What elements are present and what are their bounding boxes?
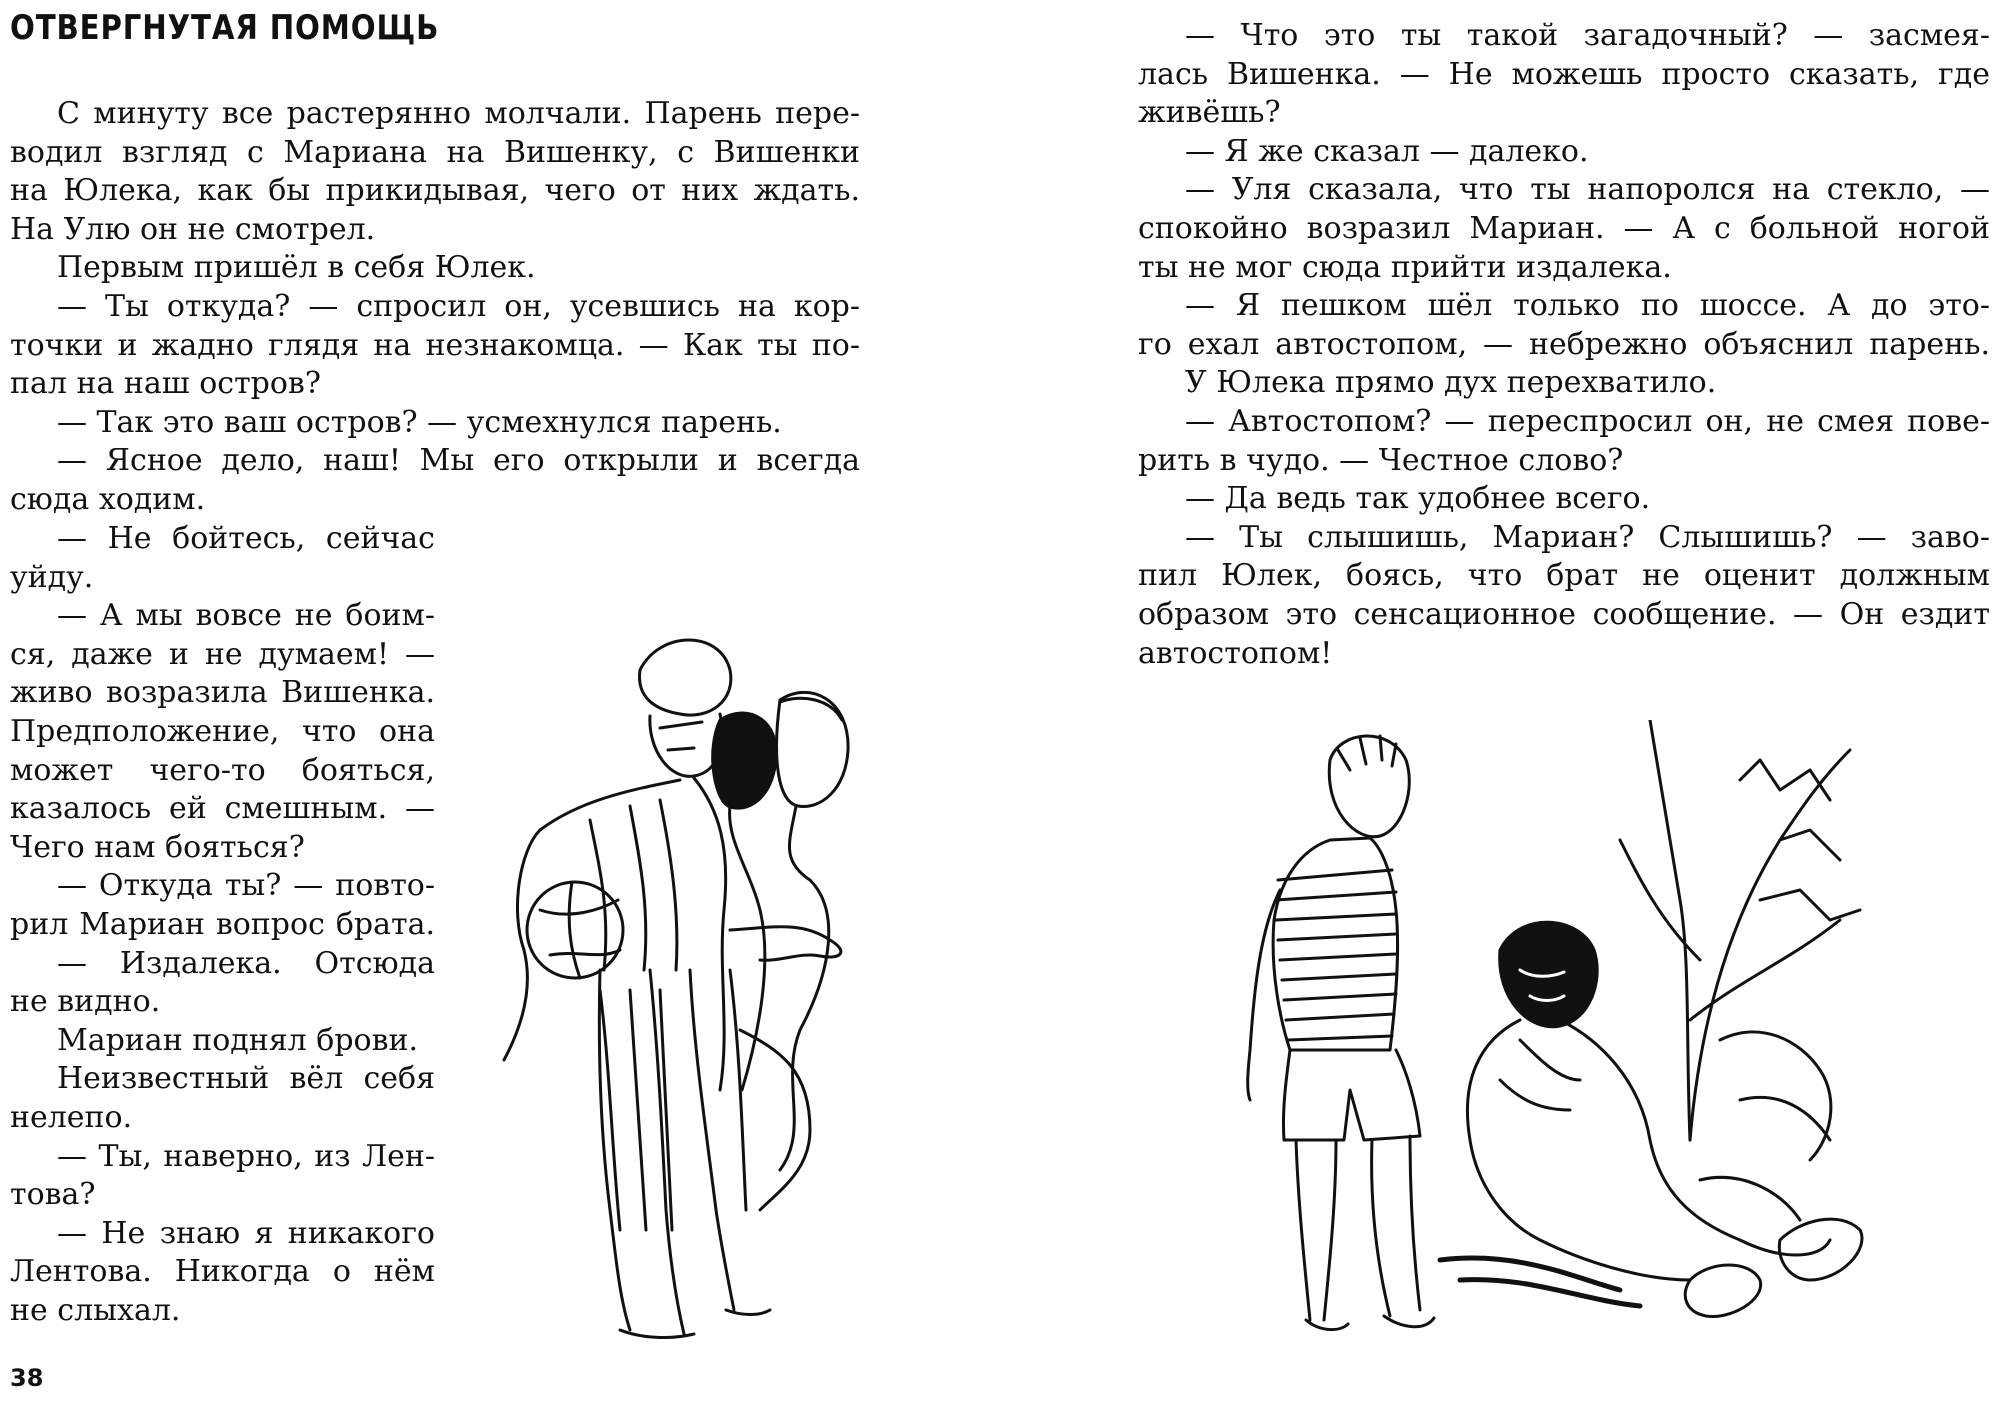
text-line: — Я пешком шёл только по шоссе. А до это- <box>1185 288 1990 324</box>
illustration-three-children <box>480 610 880 1350</box>
text-line: — Я же сказал — далеко. <box>1185 133 1589 169</box>
left-page-text-top <box>10 95 860 520</box>
text-line: не слыхал. <box>10 1292 181 1328</box>
text-line: — Да ведь так удобнее всего. <box>1185 481 1651 517</box>
text-line: может чего-то бояться, <box>10 752 435 788</box>
text-line: На Улю он не смотрел. <box>10 211 376 247</box>
text-line: Неизвестный вёл себя <box>57 1061 435 1097</box>
left-page-text-narrow <box>10 520 435 1330</box>
text-line: — Не бойтесь, сейчас <box>57 521 435 556</box>
text-line: образом это сенсационное сообщение. — Он ездит <box>1138 596 1990 632</box>
text-line: ся, даже и не думаем! — <box>10 636 435 672</box>
text-line: лась Вишенка. — Не можешь просто сказать, где <box>1138 56 1990 92</box>
text-line: точки и жадно глядя на незнакомца. — Как ты по- <box>10 327 860 363</box>
text-line: пил Юлек, боясь, что брат не оценит должным <box>1138 558 1990 594</box>
text-line: ты не мог сюда прийти издалека. <box>1138 249 1672 285</box>
text-line: — Ты откуда? — спросил он, усевшись на кор- <box>57 288 860 324</box>
text-line: — Что это ты такой загадочный? — засмея- <box>1185 18 1990 53</box>
text-line: пал на наш остров? <box>10 366 321 402</box>
text-line: Мариан поднял брови. <box>57 1022 419 1058</box>
text-line: го ехал автостопом, — небрежно объяснил парень. <box>1138 326 1990 362</box>
text-line: живёшь? <box>1138 95 1281 131</box>
text-line: — Автостопом? — переспросил он, не смея пове- <box>1185 403 1990 439</box>
text-line: — Издалека. Отсюда <box>57 945 435 981</box>
text-line: рил Мариан вопрос брата. <box>10 906 435 942</box>
text-line: спокойно возразил Мариан. — А с больной ногой <box>1138 210 1990 246</box>
text-line: — Не знаю я никакого <box>57 1215 435 1251</box>
text-line: казалось ей смешным. — <box>10 791 435 827</box>
text-line: сюда ходим. <box>10 481 206 517</box>
page-number: 38 <box>10 1364 44 1392</box>
text-line: автостопом! <box>1138 635 1333 671</box>
text-line: С минуту все растерянно молчали. Парень пере- <box>57 96 860 131</box>
text-line: уйду. <box>10 559 94 595</box>
text-line: водил взгляд с Мариана на Вишенку, с Вишенки <box>10 134 860 170</box>
text-line: живо возразила Вишенка. <box>10 675 435 711</box>
text-line: У Юлека прямо дух перехватило. <box>1185 365 1717 401</box>
text-line: Чего нам бояться? <box>10 829 305 865</box>
text-line: рить в чудо. — Честное слово? <box>1138 442 1624 478</box>
text-line: това? <box>10 1177 96 1213</box>
text-line: Предположение, что она <box>10 713 435 749</box>
text-line: Первым пришёл в себя Юлек. <box>57 250 536 286</box>
text-line: — Ты слышишь, Мариан? Слышишь? — заво- <box>1185 519 1990 555</box>
text-line: не видно. <box>10 984 161 1020</box>
text-line: — Ясное дело, наш! Мы его открыли и всегда <box>57 443 860 479</box>
text-line: нелепо. <box>10 1099 133 1135</box>
text-line: — Уля сказала, что ты напоролся на стекло, — <box>1185 172 1990 208</box>
text-line: — А мы вовсе не боим- <box>57 598 435 634</box>
text-line: — Откуда ты? — повто- <box>57 868 435 904</box>
right-page-text <box>1138 17 1990 673</box>
illustration-boys-by-bush <box>1220 720 1870 1360</box>
text-line: на Юлека, как бы прикидывая, чего от них ждать. <box>10 173 860 209</box>
text-line: Лентова. Никогда о нём <box>10 1254 435 1290</box>
text-line: — Так это ваш остров? — усмехнулся парень. <box>57 404 782 440</box>
text-line: — Ты, наверно, из Лен- <box>57 1138 435 1174</box>
chapter-title: ОТВЕРГНУТАЯ ПОМОЩЬ <box>10 8 440 48</box>
